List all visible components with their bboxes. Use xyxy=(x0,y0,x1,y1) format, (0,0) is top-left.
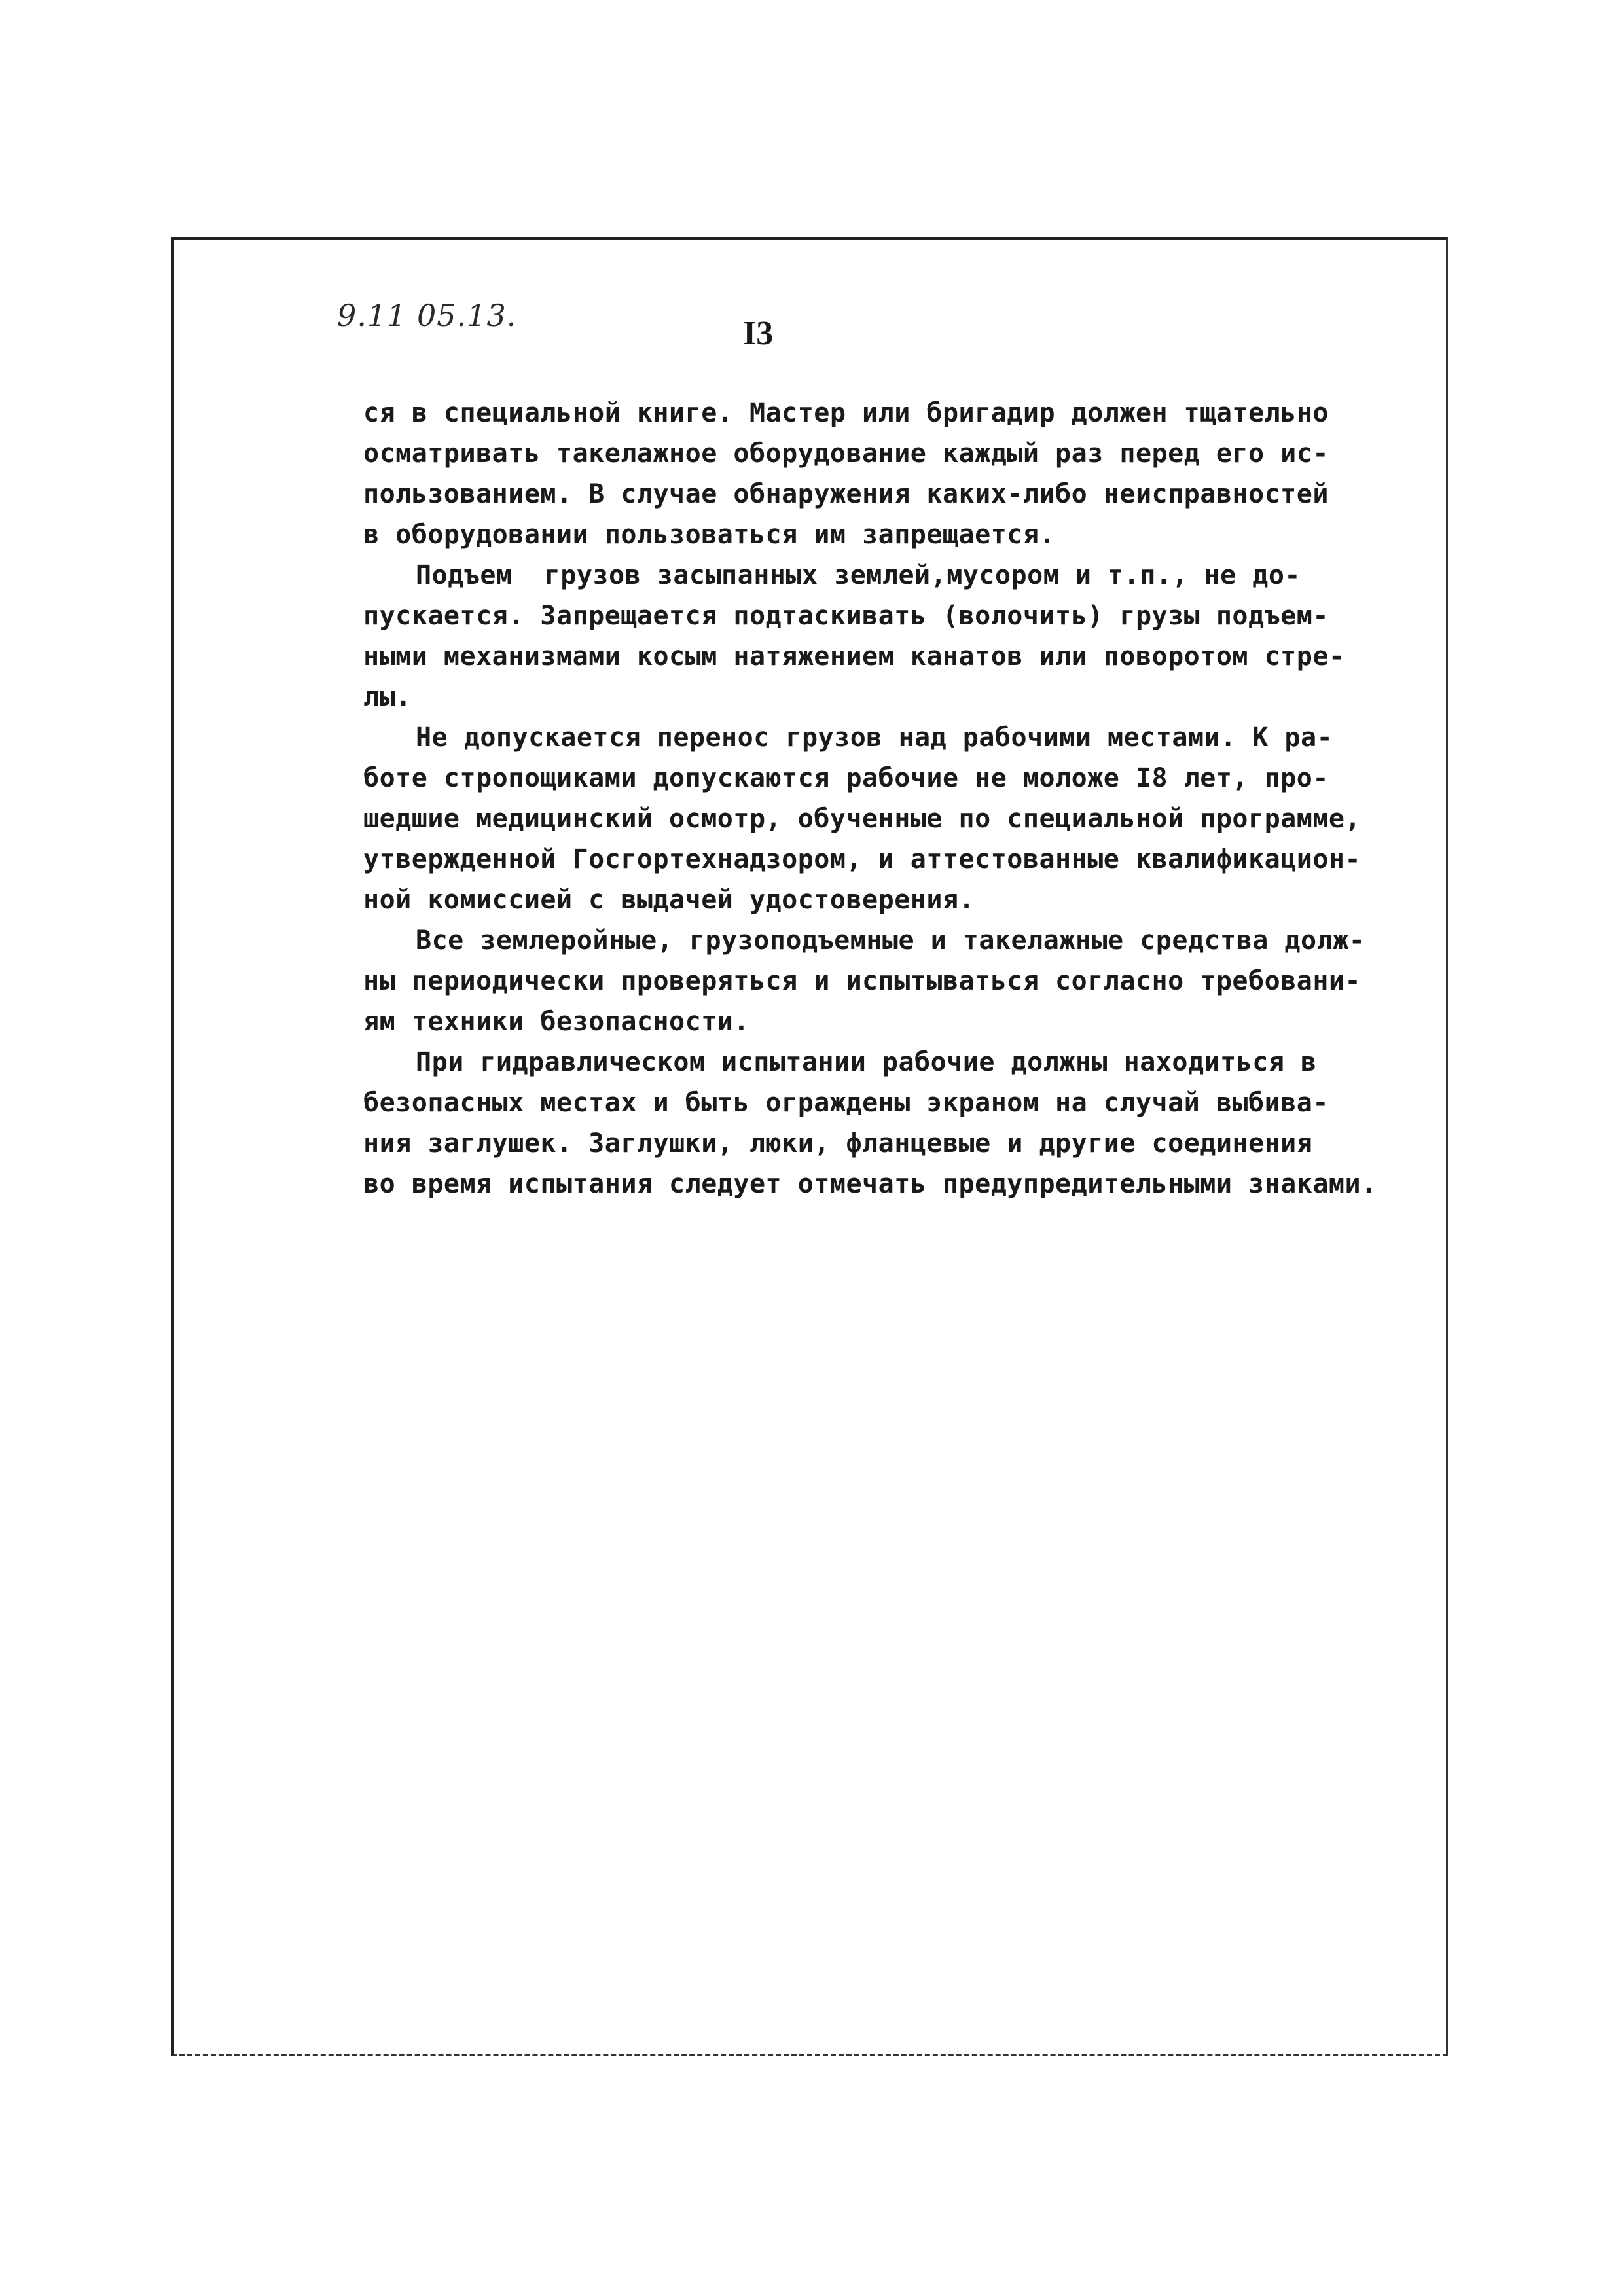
text-line: лы. xyxy=(363,682,412,712)
text-line: в оборудовании пользоваться им запрещается. xyxy=(363,520,1056,550)
text-line: ной комиссией с выдачей удостоверения. xyxy=(363,885,975,915)
text-line: осматривать такелажное оборудование каждый раз перед его ис- xyxy=(363,439,1329,469)
text-line: утвержденной Госгортехнадзором, и аттестованные квалификацион- xyxy=(363,844,1362,874)
text-line: ны периодически проверяться и испытываться согласно требовани- xyxy=(363,966,1362,996)
text-line: Не допускается перенос грузов над рабочими местами. К ра- xyxy=(416,723,1333,753)
body-text xyxy=(363,393,1398,1204)
text-line: ными механизмами косым натяжением канатов или поворотом стре- xyxy=(363,641,1345,672)
text-line: Подъем грузов засыпанных землей,мусором и т.п., не до- xyxy=(416,560,1301,590)
text-line: ния заглушек. Заглушки, люки, фланцевые и другие соединения xyxy=(363,1128,1313,1158)
text-line: пускается. Запрещается подтаскивать (волочить) грузы подъем- xyxy=(363,601,1329,631)
text-line: Все землеройные, грузоподъемные и такелажные средства долж- xyxy=(416,925,1365,956)
text-line: шедшие медицинский осмотр, обученные по специальной программе, xyxy=(363,804,1362,834)
text-line: При гидравлическом испытании рабочие должны находиться в xyxy=(416,1047,1317,1077)
text-line: ся в специальной книге. Мастер или бригадир должен тщательно xyxy=(363,398,1329,428)
text-line: боте стропощиками допускаются рабочие не моложе I8 лет, про- xyxy=(363,763,1329,793)
text-line: безопасных местах и быть ограждены экраном на случай выбива- xyxy=(363,1088,1329,1118)
text-line: пользованием. В случае обнаружения каких-либо неисправностей xyxy=(363,479,1329,509)
text-line: ям техники безопасности. xyxy=(363,1007,749,1037)
document-code: 9.11 05.13. xyxy=(337,298,517,333)
text-line: во время испытания следует отмечать предупредительными знаками. xyxy=(363,1169,1377,1199)
page-number: I3 xyxy=(743,315,774,352)
